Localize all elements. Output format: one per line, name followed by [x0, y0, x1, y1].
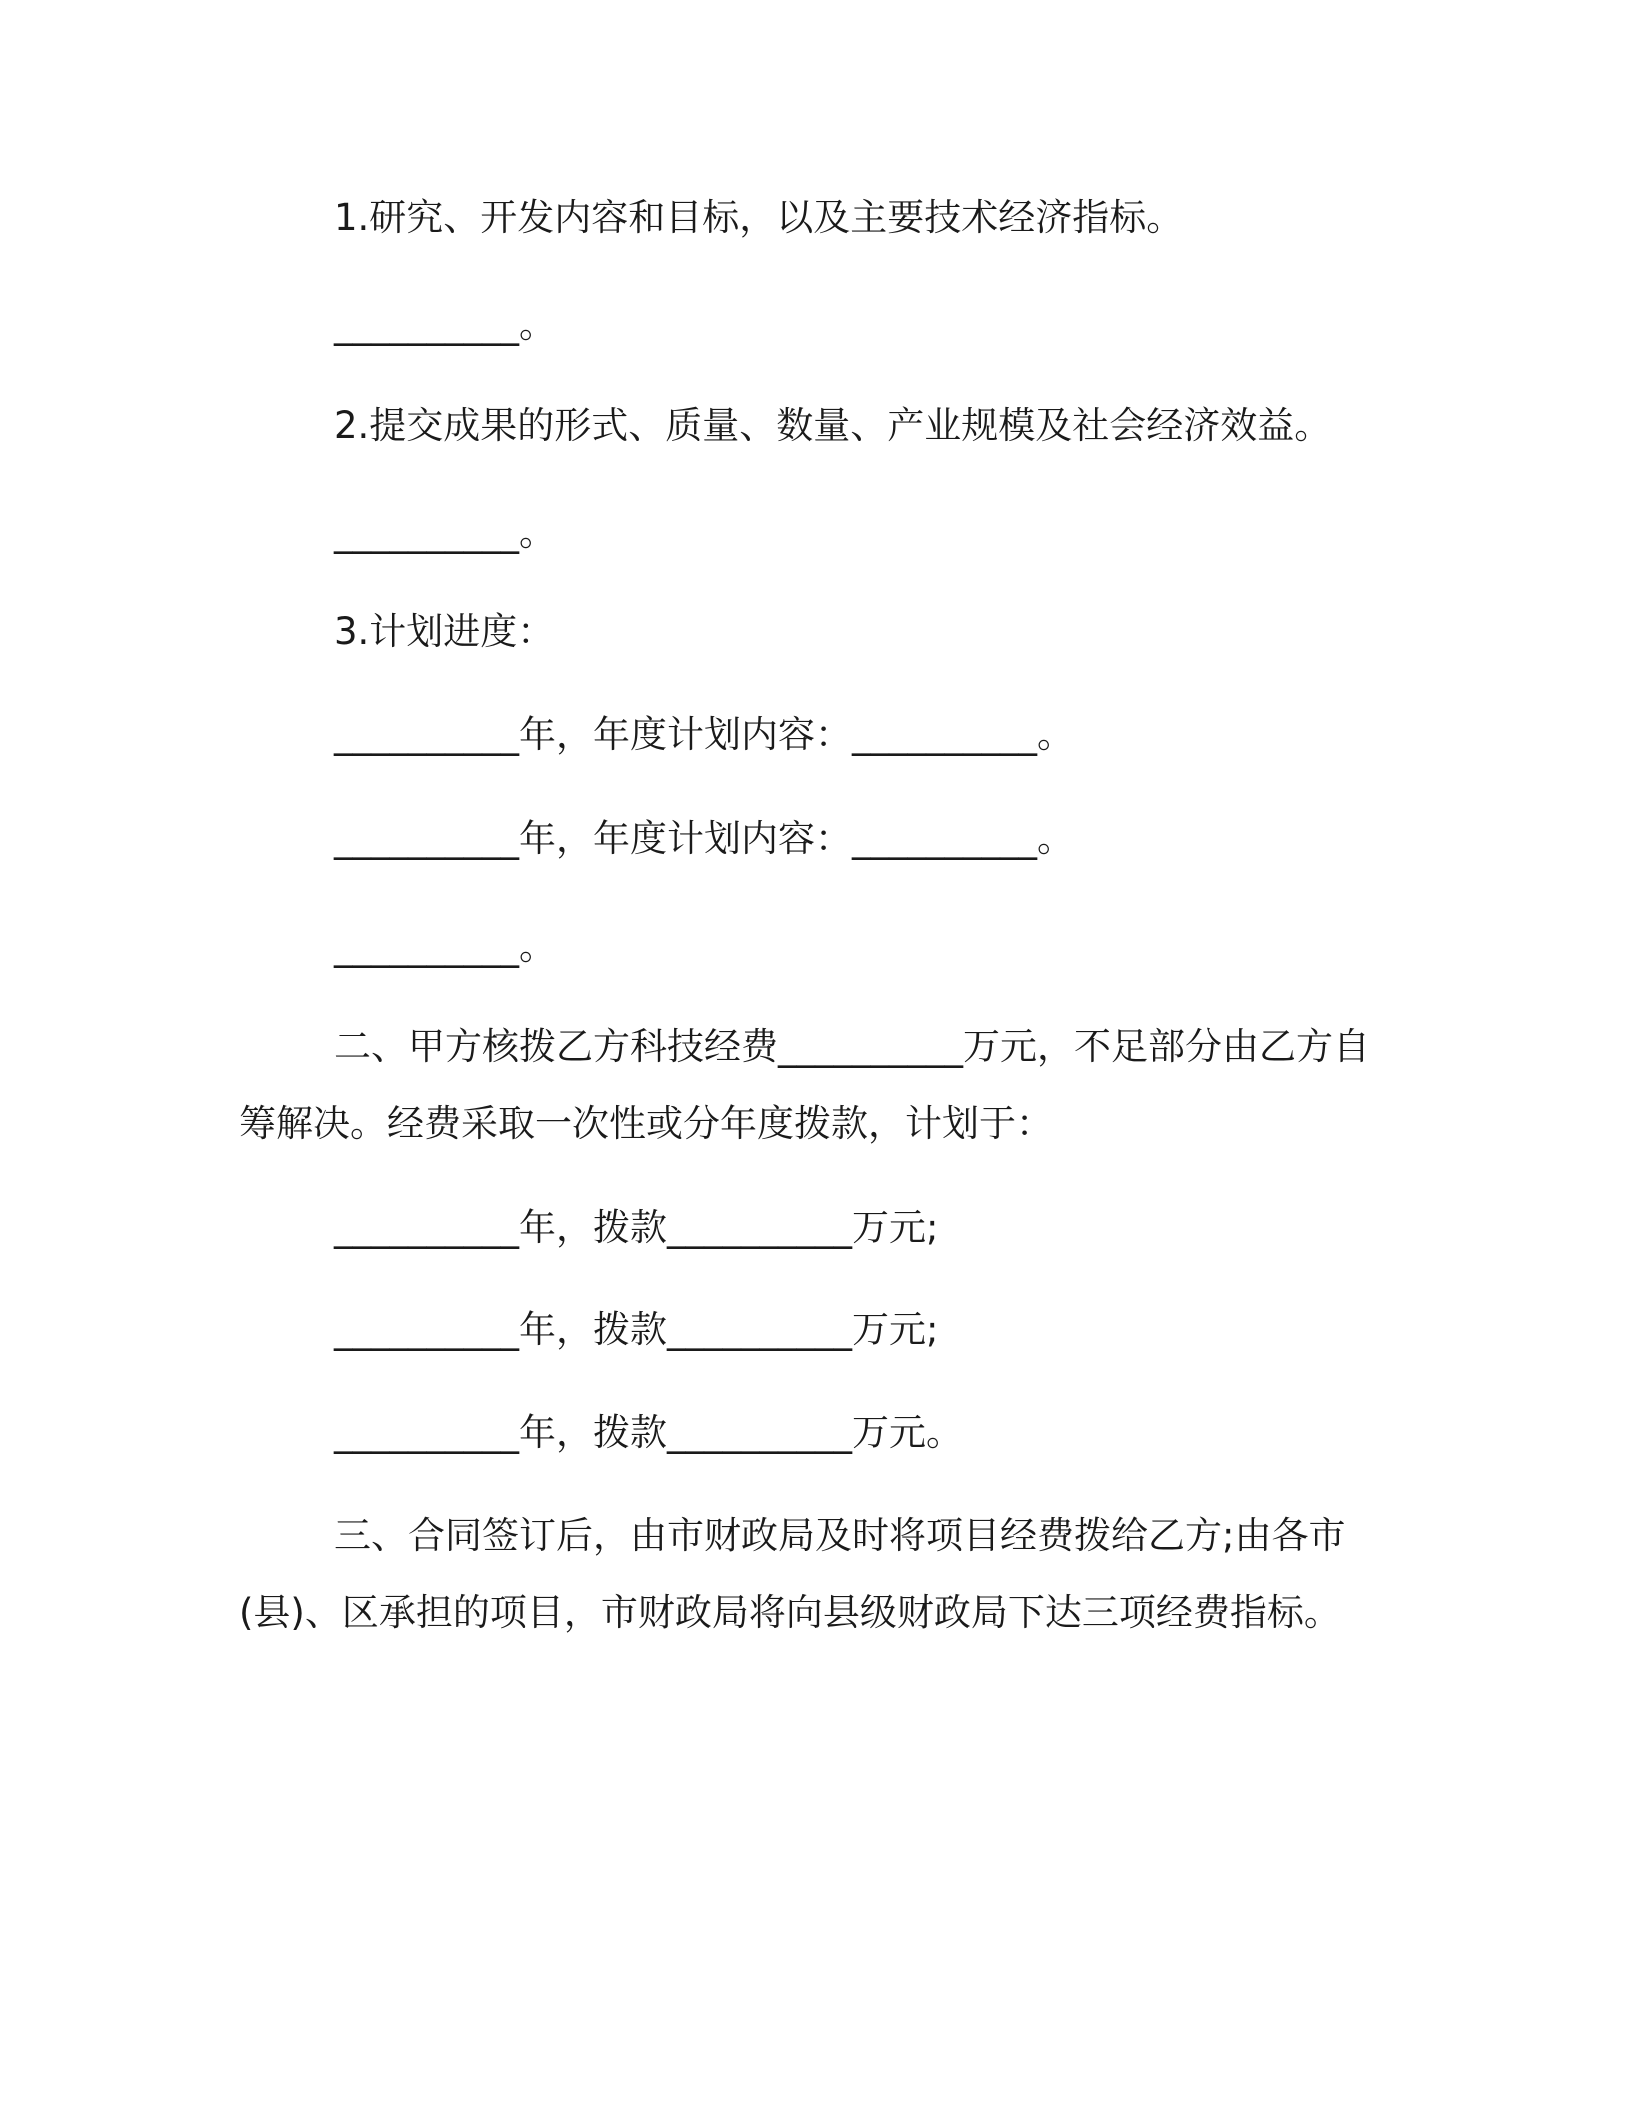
plan-1-text: __________年，年度计划内容：__________。	[334, 713, 1074, 756]
item-3-text: 3.计划进度：	[334, 610, 555, 653]
section-3-line-2-text: (县)、区承担的项目，市财政局将向县级财政局下达三项经费指标。	[239, 1591, 1341, 1634]
section-3-line-1-text: 三、合同签订后，由市财政局及时将项目经费拨给乙方;由各市	[334, 1514, 1346, 1557]
funding-2-text: __________年，拨款__________万元;	[334, 1308, 939, 1351]
funding-1-text: __________年，拨款__________万元;	[334, 1206, 939, 1249]
blank-1-text: __________。	[334, 303, 556, 346]
item-2-text: 2.提交成果的形式、质量、数量、产业规模及社会经济效益。	[334, 404, 1332, 447]
section-2-line-1-text: 二、甲方核拨乙方科技经费__________万元，不足部分由乙方自	[334, 1025, 1370, 1068]
plan-2-text: __________年，年度计划内容：__________。	[334, 817, 1074, 860]
blank-2-text: __________。	[334, 511, 556, 554]
section-2-line-2-text: 筹解决。经费采取一次性或分年度拨款，计划于：	[239, 1102, 1053, 1145]
item-1-text: 1.研究、开发内容和目标，以及主要技术经济指标。	[334, 196, 1184, 239]
funding-3-text: __________年，拨款__________万元。	[334, 1411, 963, 1454]
blank-3-text: __________。	[334, 925, 556, 968]
